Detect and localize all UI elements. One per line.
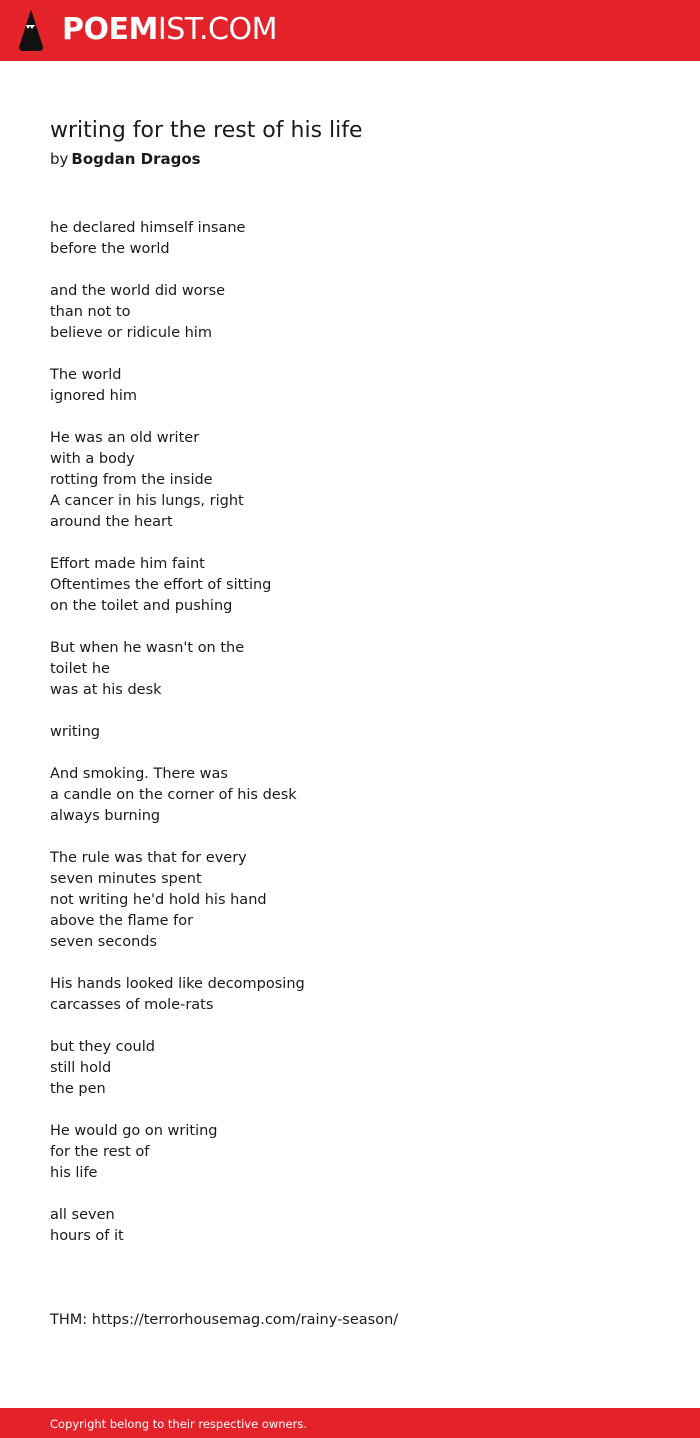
- poem-line: but they could: [50, 1039, 155, 1055]
- poem-line: He was an old writer: [50, 430, 200, 446]
- logo-text-bold: POEM: [62, 12, 158, 47]
- poem-line: toilet he: [50, 661, 110, 677]
- poem-line: A cancer in his lungs, right: [50, 493, 244, 509]
- poem-line: The rule was that for every: [50, 850, 247, 866]
- poem-line: His hands looked like decomposing: [50, 976, 305, 992]
- poem-body: [50, 218, 650, 1268]
- poem-line: seven seconds: [50, 934, 158, 950]
- poem-line: But when he wasn't on the: [50, 640, 245, 656]
- poem-line: Oftentimes the effort of sitting: [50, 577, 272, 593]
- stanza: [50, 554, 650, 617]
- site-logo[interactable]: [62, 12, 277, 48]
- poem-line: hours of it: [50, 1228, 124, 1244]
- poem-line: and the world did worse: [50, 283, 226, 299]
- stanza: [50, 365, 650, 407]
- poem-line: was at his desk: [50, 682, 162, 698]
- by-label: by: [50, 150, 69, 168]
- site-footer: [0, 1408, 700, 1438]
- poem-line: on the toilet and pushing: [50, 598, 233, 614]
- poem-line: a candle on the corner of his desk: [50, 787, 297, 803]
- poem-line: before the world: [50, 241, 170, 257]
- site-header: [0, 0, 700, 61]
- poem-line: And smoking. There was: [50, 766, 228, 782]
- poem-source: THM: https://terrorhousemag.com/rainy-season/: [50, 1312, 399, 1328]
- poem-line: than not to: [50, 304, 131, 320]
- poem-line: always burning: [50, 808, 161, 824]
- poem-line: the pen: [50, 1081, 106, 1097]
- pencil-tip-icon[interactable]: [17, 9, 45, 52]
- poem-line: his life: [50, 1165, 98, 1181]
- stanza: [50, 722, 650, 743]
- stanza: [50, 974, 650, 1016]
- stanza: [50, 848, 650, 953]
- poem-title: writing for the rest of his life: [50, 118, 363, 143]
- poem-line: writing: [50, 724, 100, 740]
- poem-line: all seven: [50, 1207, 115, 1223]
- stanza: [50, 281, 650, 344]
- poem-line: ignored him: [50, 388, 138, 404]
- stanza: [50, 764, 650, 827]
- stanza: [50, 1037, 650, 1100]
- poem-line: He would go on writing: [50, 1123, 218, 1139]
- stanza: [50, 218, 650, 260]
- poem-line: with a body: [50, 451, 135, 467]
- poem-line: he declared himself insane: [50, 220, 246, 236]
- stanza: [50, 638, 650, 701]
- poem-line: rotting from the inside: [50, 472, 213, 488]
- poem-line: believe or ridicule him: [50, 325, 212, 341]
- poem-line: carcasses of mole-rats: [50, 997, 214, 1013]
- poem-line: seven minutes spent: [50, 871, 202, 887]
- poem-line: The world: [50, 367, 122, 383]
- poem-line: still hold: [50, 1060, 112, 1076]
- logo-text-light: IST.COM: [157, 12, 277, 47]
- stanza: [50, 1205, 650, 1247]
- poem-line: above the flame for: [50, 913, 194, 929]
- poem-line: around the heart: [50, 514, 173, 530]
- author-name: Bogdan Dragos: [71, 150, 201, 168]
- poem-line: for the rest of: [50, 1144, 150, 1160]
- copyright-text: Copyright belong to their respective owners.: [50, 1417, 308, 1431]
- byline: [50, 148, 201, 170]
- poem-line: Effort made him faint: [50, 556, 205, 572]
- stanza: [50, 1121, 650, 1184]
- stanza: [50, 428, 650, 533]
- poem-line: not writing he'd hold his hand: [50, 892, 267, 908]
